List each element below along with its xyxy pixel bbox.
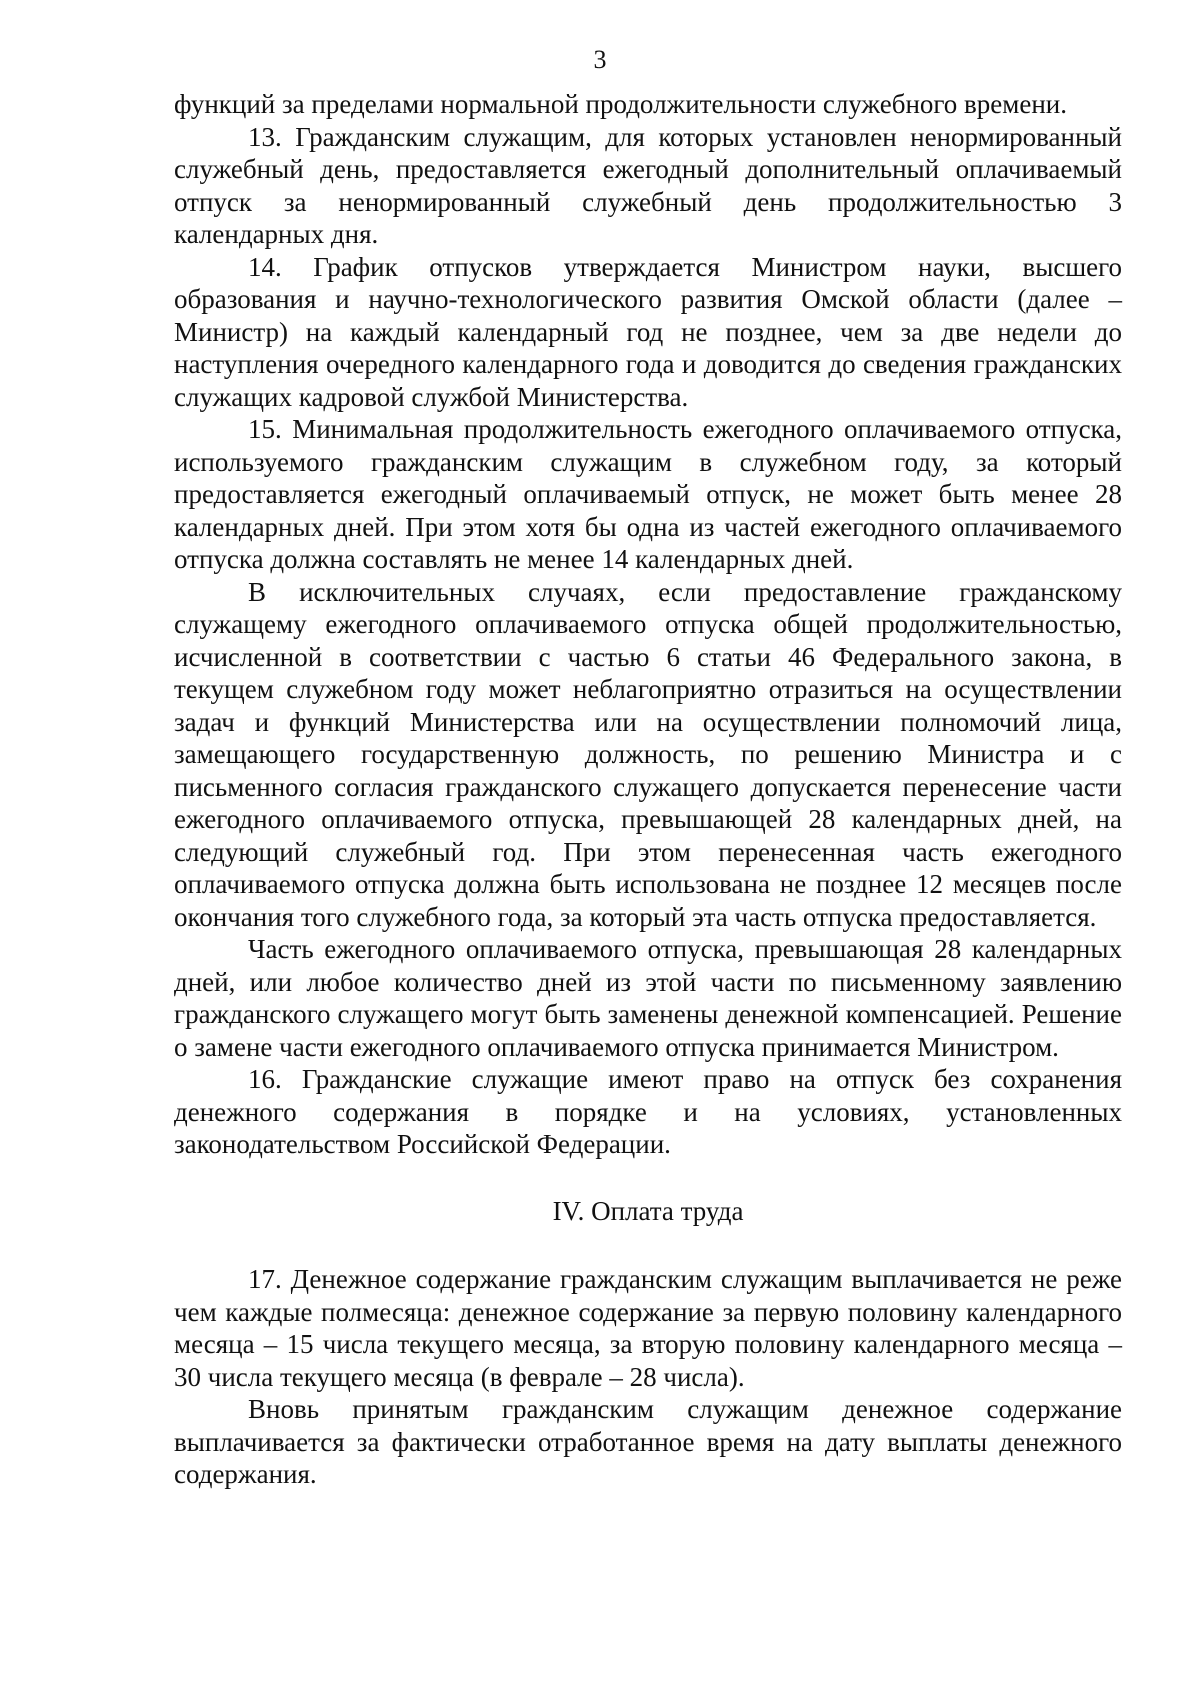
section-heading: IV. Оплата труда (552, 1195, 744, 1226)
paragraph-17: 17. Денежное содержание гражданским служащим выплачивается не реже чем каждые полмесяца: денежное содержание за первую половину календарного месяца – 15 числа текущего месяца, за вторую половину календарного месяца – 30 числа текущего месяца (в феврале – 28 числа). (174, 1264, 1122, 1392)
paragraph-15-exceptional-cases: В исключительных случаях, если предоставление гражданскому служащему ежегодного оплачиваемого отпуска общей продолжительностью, исчисленной в соответствии с частью 6 статьи 46 Федерального закона, в текущем служебном году может неблагоприятно отразиться на осуществлении задач и функций Министерства или на осуществлении полномочий лица, замещающего государственную должность, по решению Министра и с письменного согласия гражданского служащего допускается перенесение части ежегодного оплачиваемого отпуска, превышающей 28 календарных дней, на следующий служебный год. При этом перенесенная часть ежегодного оплачиваемого отпуска должна быть использована не позднее 12 месяцев после окончания того служебного года, за который эта часть отпуска предоставляется. (174, 576, 1122, 932)
page-number: 3 (593, 45, 607, 74)
paragraph-15-compensation: Часть ежегодного оплачиваемого отпуска, превышающая 28 календарных дней, или любое количество дней из этой части по письменному заявлению гражданского служащего могут быть заменены денежной компенсацией. Решение о замене части ежегодного оплачиваемого отпуска принимается Министром. (174, 934, 1122, 1062)
paragraph-16: 16. Гражданские служащие имеют право на отпуск без сохранения денежного содержания в порядке и на условиях, установленных законодательством Российской Федерации. (174, 1064, 1122, 1159)
document-body (174, 88, 1122, 1491)
paragraph-15: 15. Минимальная продолжительность ежегодного оплачиваемого отпуска, используемого гражданским служащим в служебном году, за который предоставляется ежегодный оплачиваемый отпуск, не может быть менее 28 календарных дней. При этом хотя бы одна из частей ежегодного оплачиваемого отпуска должна составлять не менее 14 календарных дней. (174, 414, 1122, 574)
paragraph-continuation: функций за пределами нормальной продолжительности служебного времени. (174, 89, 1068, 119)
paragraph-13: 13. Гражданским служащим, для которых установлен ненормированный служебный день, предоставляется ежегодный дополнительный оплачиваемый отпуск за ненормированный служебный день продолжительностью 3 календарных дня. (174, 121, 1122, 249)
paragraph-17-new-employees: Вновь принятым гражданским служащим денежное содержание выплачивается за фактически отработанное время на дату выплаты денежного содержания. (174, 1394, 1122, 1489)
paragraph-14: 14. График отпусков утверждается Министром науки, высшего образования и научно-технологического развития Омской области (далее – Министр) на каждый календарный год не позднее, чем за две недели до наступления очередного календарного года и доводится до сведения гражданских служащих кадровой службой Министерства. (174, 251, 1122, 412)
